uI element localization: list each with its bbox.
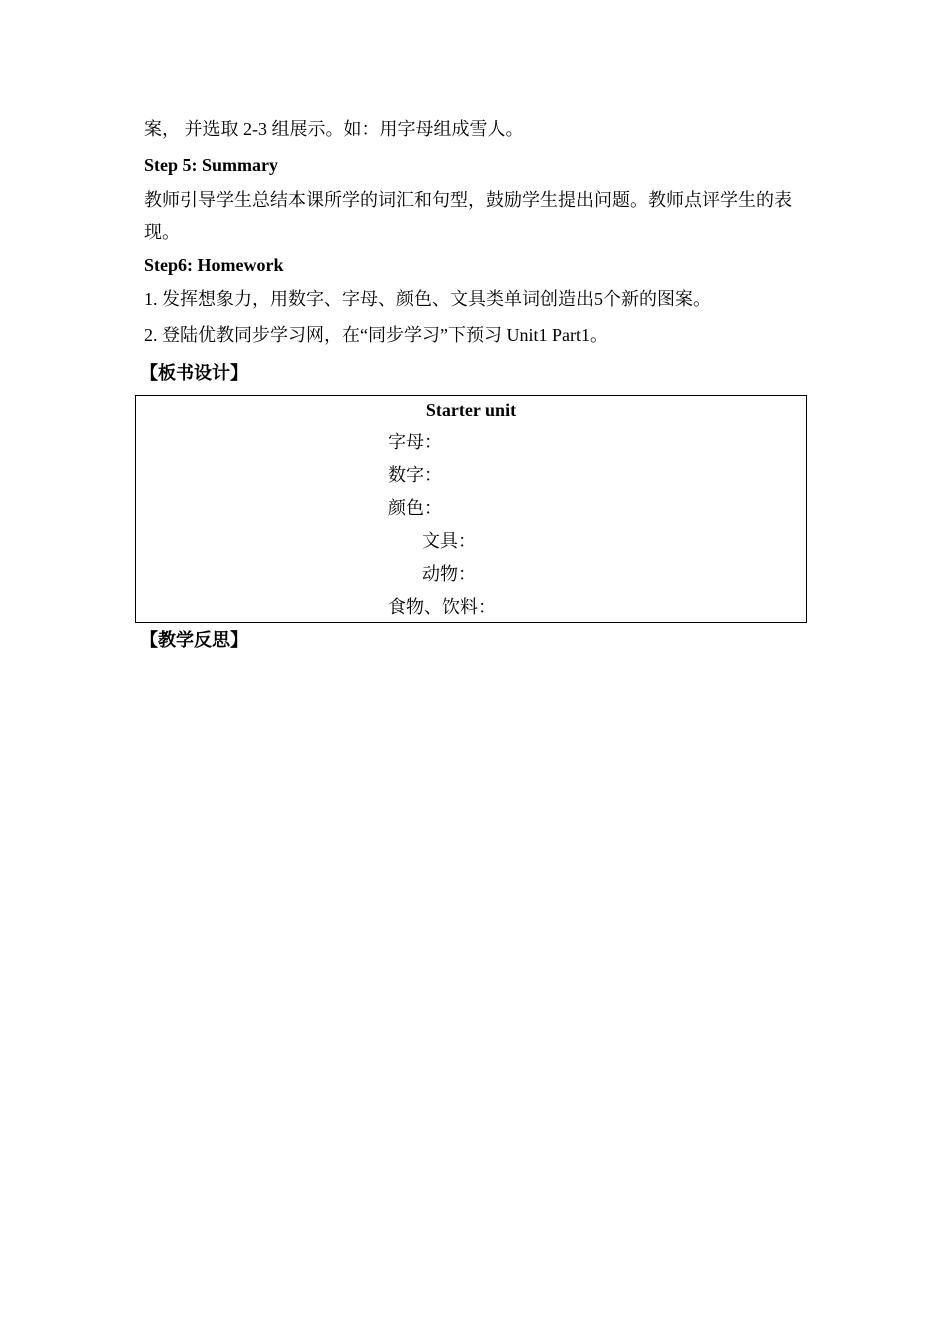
board-design-heading: 【板书设计】 bbox=[140, 363, 248, 383]
paragraph-continuation: 案， 并选取 2-3 组展示。如：用字母组成雪人。 bbox=[144, 119, 524, 139]
board-item-stationery: 文具： bbox=[422, 531, 476, 551]
step5-paragraph: 教师引导学生总结本课所学的词汇和句型，鼓励学生提出问题。教师点评学生的表现。 bbox=[144, 190, 792, 242]
board-item-colors: 颜色： bbox=[388, 498, 442, 518]
homework-item-2: 2. 登陆优教同步学习网，在“同步学习”下预习 Unit1 Part1。 bbox=[144, 325, 608, 345]
step6-heading: Step6: Homework bbox=[144, 255, 284, 275]
step5-heading: Step 5: Summary bbox=[144, 155, 278, 175]
board-title: Starter unit bbox=[425, 400, 517, 420]
board-item-letters: 字母： bbox=[388, 432, 442, 452]
teaching-reflection-heading: 【教学反思】 bbox=[140, 630, 248, 650]
board-item-food-drinks: 食物、饮料： bbox=[388, 597, 496, 617]
board-item-numbers: 数字： bbox=[388, 465, 442, 485]
board-design-table bbox=[135, 395, 807, 623]
board-item-animals: 动物： bbox=[422, 564, 476, 584]
homework-item-1: 1. 发挥想象力，用数字、字母、颜色、文具类单词创造出5个新的图案。 bbox=[144, 289, 711, 309]
